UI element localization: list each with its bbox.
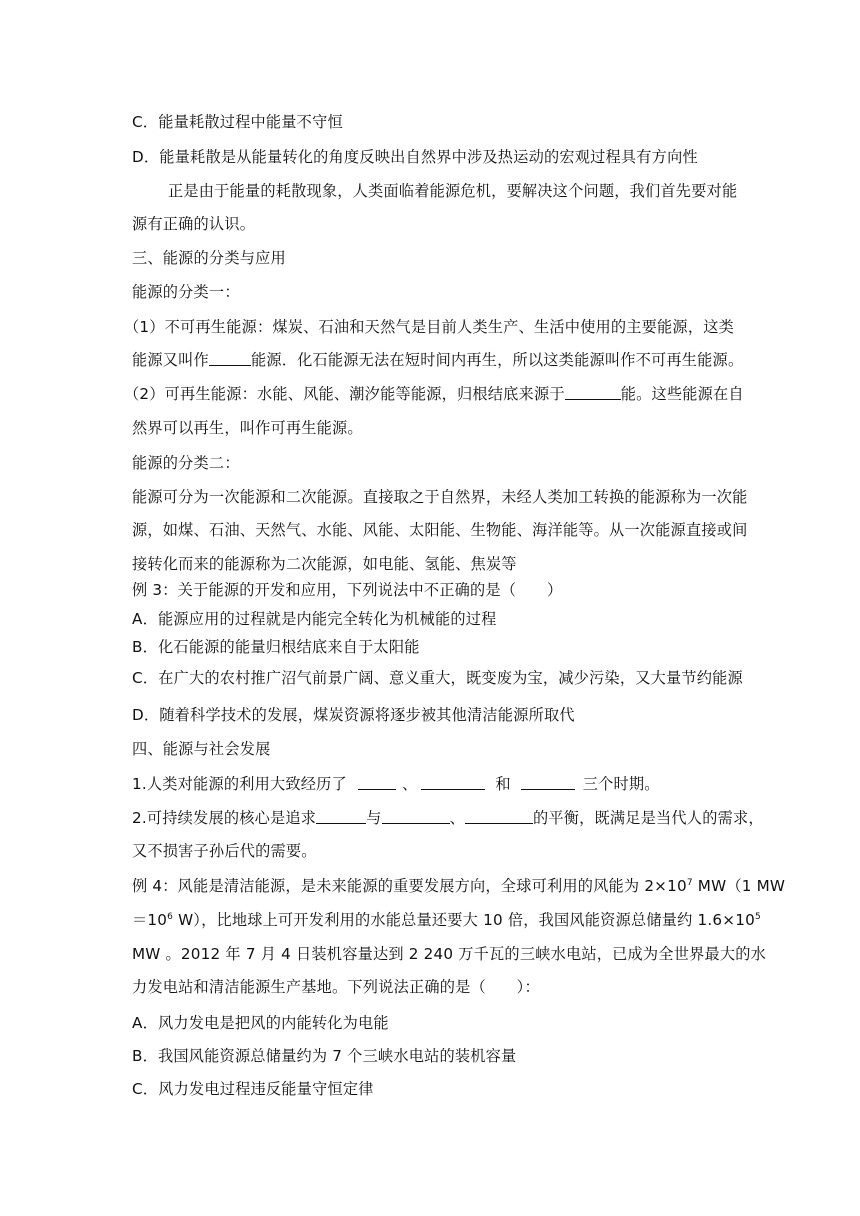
exponent: 7 — [686, 878, 693, 888]
fill-in-blank — [382, 809, 450, 824]
fill-in-blank — [521, 775, 575, 790]
paragraph-line: （1）不可再生能源：煤炭、石油和天然气是目前人类生产、生活中使用的主要能源，这类 — [124, 318, 734, 336]
text-segment: 能源．化石能源无法在短时间内再生，所以这类能源叫作不可再生能源。 — [250, 351, 744, 369]
fill-in-blank — [465, 809, 533, 824]
exponent: 5 — [754, 912, 761, 922]
paragraph-line: 能源可分为一次能源和二次能源。直接取之于自然界，未经人类加工转换的能源称为一次能 — [132, 488, 748, 506]
question-line — [132, 807, 764, 828]
paragraph-line — [124, 383, 744, 404]
example-question: 力发电站和清洁能源生产基地。下列说法正确的是（ ）： — [132, 978, 540, 996]
option-c-line: C．风力发电过程违反能量守恒定律 — [132, 1080, 374, 1098]
text-segment: 、 — [401, 775, 418, 793]
subheading: 能源的分类一： — [132, 283, 240, 301]
paragraph-line — [132, 349, 743, 370]
example-question: 例 3：关于能源的开发和应用，下列说法中不正确的是（ ） — [132, 581, 563, 599]
text-segment: 1.人类对能源的利用大致经历了 — [132, 775, 347, 793]
text-segment: 与 — [366, 809, 382, 827]
text-segment: 和 — [495, 775, 511, 793]
paragraph-line: 正是由于能量的耗散现象，人类面临着能源危机，要解决这个问题，我们首先要对能 — [168, 182, 738, 200]
text-segment: MW（1 MW — [692, 877, 786, 895]
exponent: 6 — [167, 912, 174, 922]
option-b-line: B．化石能源的能量归根结底来自于太阳能 — [132, 638, 420, 656]
fill-in-blank — [209, 351, 251, 366]
subheading: 能源的分类二： — [132, 454, 240, 472]
fill-in-blank — [316, 809, 366, 824]
option-a-line: A．能源应用的过程就是内能完全转化为机械能的过程 — [132, 610, 497, 628]
option-d-line: D．能量耗散是从能量转化的角度反映出自然界中涉及热运动的宏观过程具有方向性 — [132, 148, 698, 166]
text-segment: 能。这些能源在自 — [620, 385, 744, 403]
text-segment: （2）可再生能源：水能、风能、潮汐能等能源，归根结底来源于 — [124, 385, 565, 403]
example-question — [132, 875, 785, 896]
fill-in-blank — [421, 775, 485, 790]
option-b-line: B．我国风能资源总储量约为 7 个三峡水电站的装机容量 — [132, 1047, 517, 1065]
option-d-line: D．随着科学技术的发展，煤炭资源将逐步被其他清洁能源所取代 — [132, 706, 575, 724]
text-segment: 能源又叫作 — [132, 351, 209, 369]
option-c-line: C．在广大的农村推广沼气前景广阔、意义重大，既变废为宝，减少污染，又大量节约能源 — [132, 669, 743, 687]
text-segment: 的平衡，既满足是当代人的需求， — [532, 809, 764, 827]
text-segment: 三个时期。 — [582, 775, 660, 793]
option-a-line: A．风力发电是把风的内能转化为电能 — [132, 1014, 389, 1032]
fill-in-blank — [358, 775, 396, 790]
question-line: 又不损害子孙后代的需要。 — [132, 842, 317, 860]
paragraph-line: 源有正确的认识。 — [132, 215, 256, 233]
example-question — [132, 909, 761, 930]
question-line — [132, 773, 660, 794]
text-segment: ＝10 — [132, 911, 168, 929]
section-heading: 三、能源的分类与应用 — [132, 249, 286, 267]
paragraph-line: 源，如煤、石油、天然气、水能、风能、太阳能、生物能、海洋能等。从一次能源直接或间 — [132, 521, 748, 539]
text-segment: 例 4：风能是清洁能源，是未来能源的重要发展方向，全球可利用的风能为 2×10 — [132, 877, 687, 895]
option-c-line: C．能量耗散过程中能量不守恒 — [132, 113, 343, 131]
fill-in-blank — [565, 385, 621, 400]
text-segment: 、 — [449, 809, 465, 827]
example-question: MW 。2012 年 7 月 4 日装机容量达到 2 240 万千瓦的三峡水电站，已成为全世界最大的水 — [132, 945, 767, 963]
text-segment: 2.可持续发展的核心是追求 — [132, 809, 317, 827]
text-segment: W），比地球上可开发利用的水能总量还要大 10 倍，我国风能资源总储量约 1.6×10 — [173, 911, 755, 929]
paragraph-line: 然界可以再生，叫作可再生能源。 — [132, 419, 363, 437]
section-heading: 四、能源与社会发展 — [132, 740, 271, 758]
paragraph-line: 接转化而来的能源称为二次能源，如电能、氢能、焦炭等 — [132, 555, 517, 573]
